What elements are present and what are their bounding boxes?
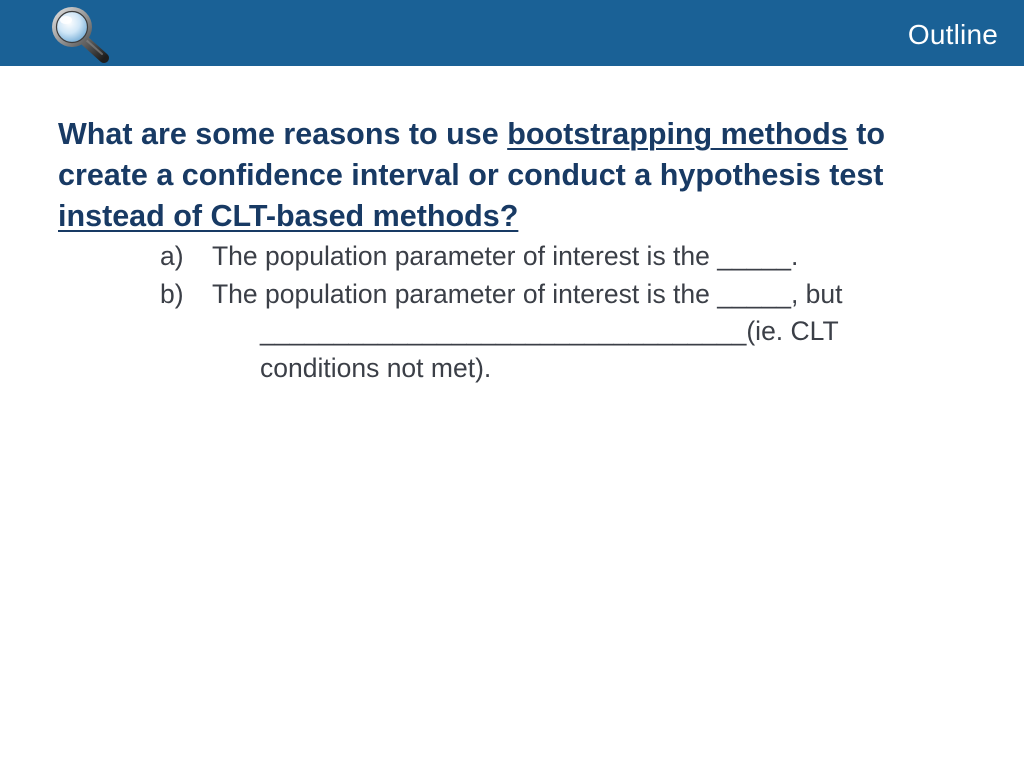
option-b-continuation-line1: _________________________________(ie. CLT	[260, 316, 839, 346]
outline-link[interactable]: Outline	[907, 19, 998, 50]
question-text-part2: to create a confidence interval or conduct a hypothesis test	[58, 117, 886, 192]
option-b-letter: b)	[160, 279, 184, 309]
question-heading	[58, 114, 978, 237]
option-b-continuation-line2: conditions not met).	[260, 353, 492, 383]
option-a-text: The population parameter of interest is the _____.	[212, 241, 799, 271]
question-underlined-bootstrapping: bootstrapping methods	[507, 117, 848, 151]
magnifying-glass-icon[interactable]	[48, 4, 112, 64]
option-b-text: The population parameter of interest is the _____, but	[212, 279, 843, 309]
question-underlined-clt: instead of CLT-based methods?	[58, 199, 519, 233]
question-text-part1: What are some reasons to use	[58, 117, 508, 151]
header-bar	[0, 0, 1024, 66]
option-a-letter: a)	[160, 241, 184, 271]
